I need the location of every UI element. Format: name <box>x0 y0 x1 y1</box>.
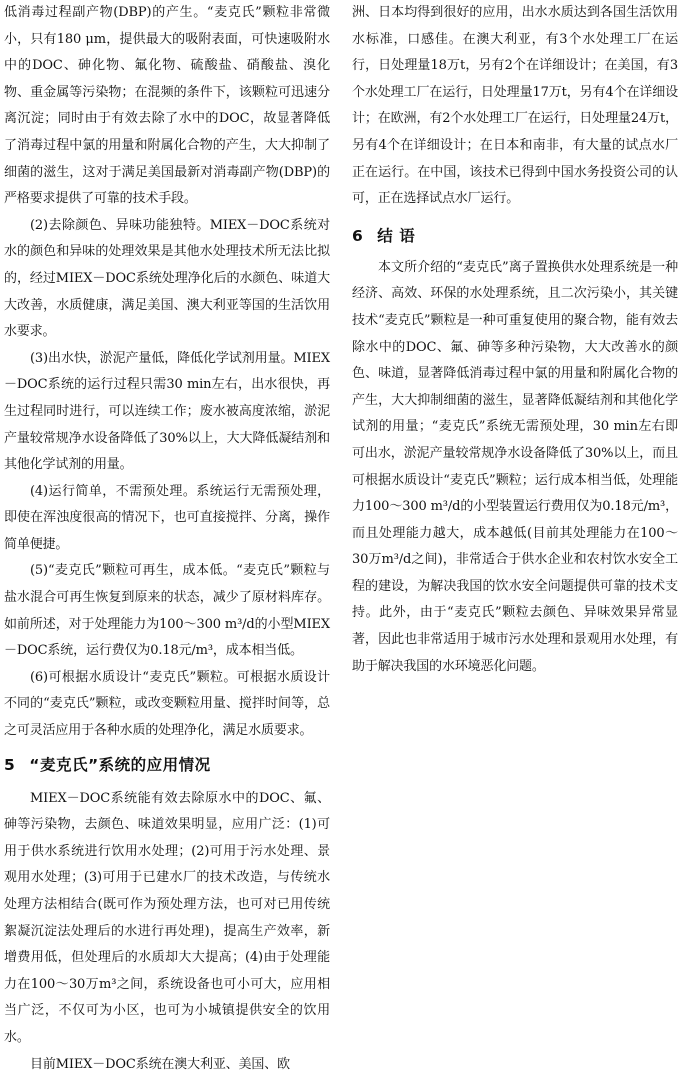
paragraph-current-deployment: 目前MIEX－DOC系统在澳大利亚、美国、欧 <box>30 1056 290 1072</box>
section-number: 6 <box>352 226 364 245</box>
paragraph-application-uses: MIEX－DOC系统能有效去除原水中的DOC、氟、砷等污染物，去颜色、味道效果明显，应用广泛：(1)可用于供水系统进行饮用水处理；(2)可用于污水处理、景观用水处理；(3)可用于已建水厂的技术改造，与传统水处理方法相结合(既可作为预处理方法，也可对已用传统絮凝沉淀法处理后的水进行再处理)，提高生产效率，新增费用低，但处理后的水质却大大提高；(4)由于处理能力在100～30万m³之间，系统设备也可小可大，应用相当广泛，不仅可为小区，也可为小城镇提供安全的饮用水。 <box>4 790 330 1045</box>
left-column <box>4 0 330 1072</box>
paragraph-conclusion: 本文所介绍的“麦克氏”离子置换供水处理系统是一种经济、高效、环保的水处理系统，且二次污染小，其关键技术“麦克氏”颗粒是一种可重复使用的聚合物，能有效去除水中的DOC、氟、砷等多种污染物，大大改善水的颜色、味道，显著降低消毒过程中氯的用量和附属化合物的产生，大大抑制细菌的滋生，显著降低凝结剂和其他化学试剂的用量；“麦克氏”系统无需预处理，30 min左右即可出水，淤泥产量较常规净水设备降低了30%以上，而且可根据水质设计“麦克氏”颗粒；运行成本相当低，处理能力100～300 m³/d的小型装置运行费用仅为0.18元/m³，而且处理能力越大，成本越低(目前其处理能力在100～30万m³/d之间)，非常适合于供水企业和农村饮水安全工程的建设，为解决我国的饮水安全问题提供可靠的技术支持。此外，由于“麦克氏”颗粒去颜色、异味效果异常显著，因此也非常适用于城市污水处理和景观用水处理，有助于解决我国的水环境恶化问题。 <box>352 259 678 674</box>
paragraph-deployment-continuation: 洲、日本均得到很好的应用，出水水质达到各国生活饮用水标准，口感佳。在澳大利亚，有3个水处理工厂在运行，日处理量18万t，另有2个在详细设计；在美国，有3个水处理工厂在运行，日处理量17万t，另有4个在详细设计；在欧洲，有2个水处理工厂在运行，日处理量24万t，另有4个在详细设计；在日本和南非，有大量的试点水厂正在运行。在中国，该技术已得到中国水务投资公司的认可，正在选择试点水厂运行。 <box>352 5 678 207</box>
section-title: “麦克氏”系统的应用情况 <box>29 755 211 774</box>
section-title: 结 语 <box>377 226 416 245</box>
section-heading-application <box>4 754 330 776</box>
paragraph-regenerable: (5)“麦克氏”颗粒可再生，成本低。“麦克氏”颗粒与盐水混合可再生恢复到原来的状态，减少了原材料库存。如前所述，对于处理能力为100～300 m³/d的小型MIEX－DOC系统，运行费仅为0.18元/m³，成本相当低。 <box>4 563 330 659</box>
paragraph-fast-output: (3)出水快，淤泥产量低，降低化学试剂用量。MIEX－DOC系统的运行过程只需30 min左右，出水很快，再生过程同时进行，可以连续工作；废水被高度浓缩，淤泥产量较常规净水设备降低了30%以上，大大降低凝结剂和其他化学试剂的用量。 <box>4 350 330 473</box>
section-number: 5 <box>4 755 16 774</box>
paragraph-custom-design: (6)可根据水质设计“麦克氏”颗粒。可根据水质设计不同的“麦克氏”颗粒，或改变颗粒用量、搅拌时间等，总之可灵活应用于各种水质的处理净化，满足水质要求。 <box>4 669 330 739</box>
paragraph-color-odor: (2)去除颜色、异味功能独特。MIEX－DOC系统对水的颜色和异味的处理效果是其他水处理技术所无法比拟的，经过MIEX－DOC系统处理净化后的水颜色、味道大大改善，水质健康，满足美国、澳大利亚等国的生活饮用水要求。 <box>4 217 330 340</box>
right-column <box>352 0 678 953</box>
paragraph-dbp-continuation: 低消毒过程副产物(DBP)的产生。“麦克氏”颗粒非常微小，只有180 μm，提供最大的吸附表面，可快速吸附水中的DOC、砷化物、氟化物、硫酸盐、硝酸盐、溴化物、重金属等污染物；在混频的条件下，该颗粒可迅速分离沉淀；同时由于有效去除了水中的DOC，故显著降低了消毒过程中氯的用量和附属化合物的产生，大大抑制了细菌的滋生，这对于满足美国最新对消毒副产物(DBP)的严格要求提供了可靠的技术手段。 <box>4 5 330 207</box>
paragraph-simple-operation: (4)运行简单，不需预处理。系统运行无需预处理，即使在浑浊度很高的情况下，也可直接搅拌、分离，操作简单便捷。 <box>4 483 330 552</box>
section-heading-conclusion <box>352 225 678 247</box>
